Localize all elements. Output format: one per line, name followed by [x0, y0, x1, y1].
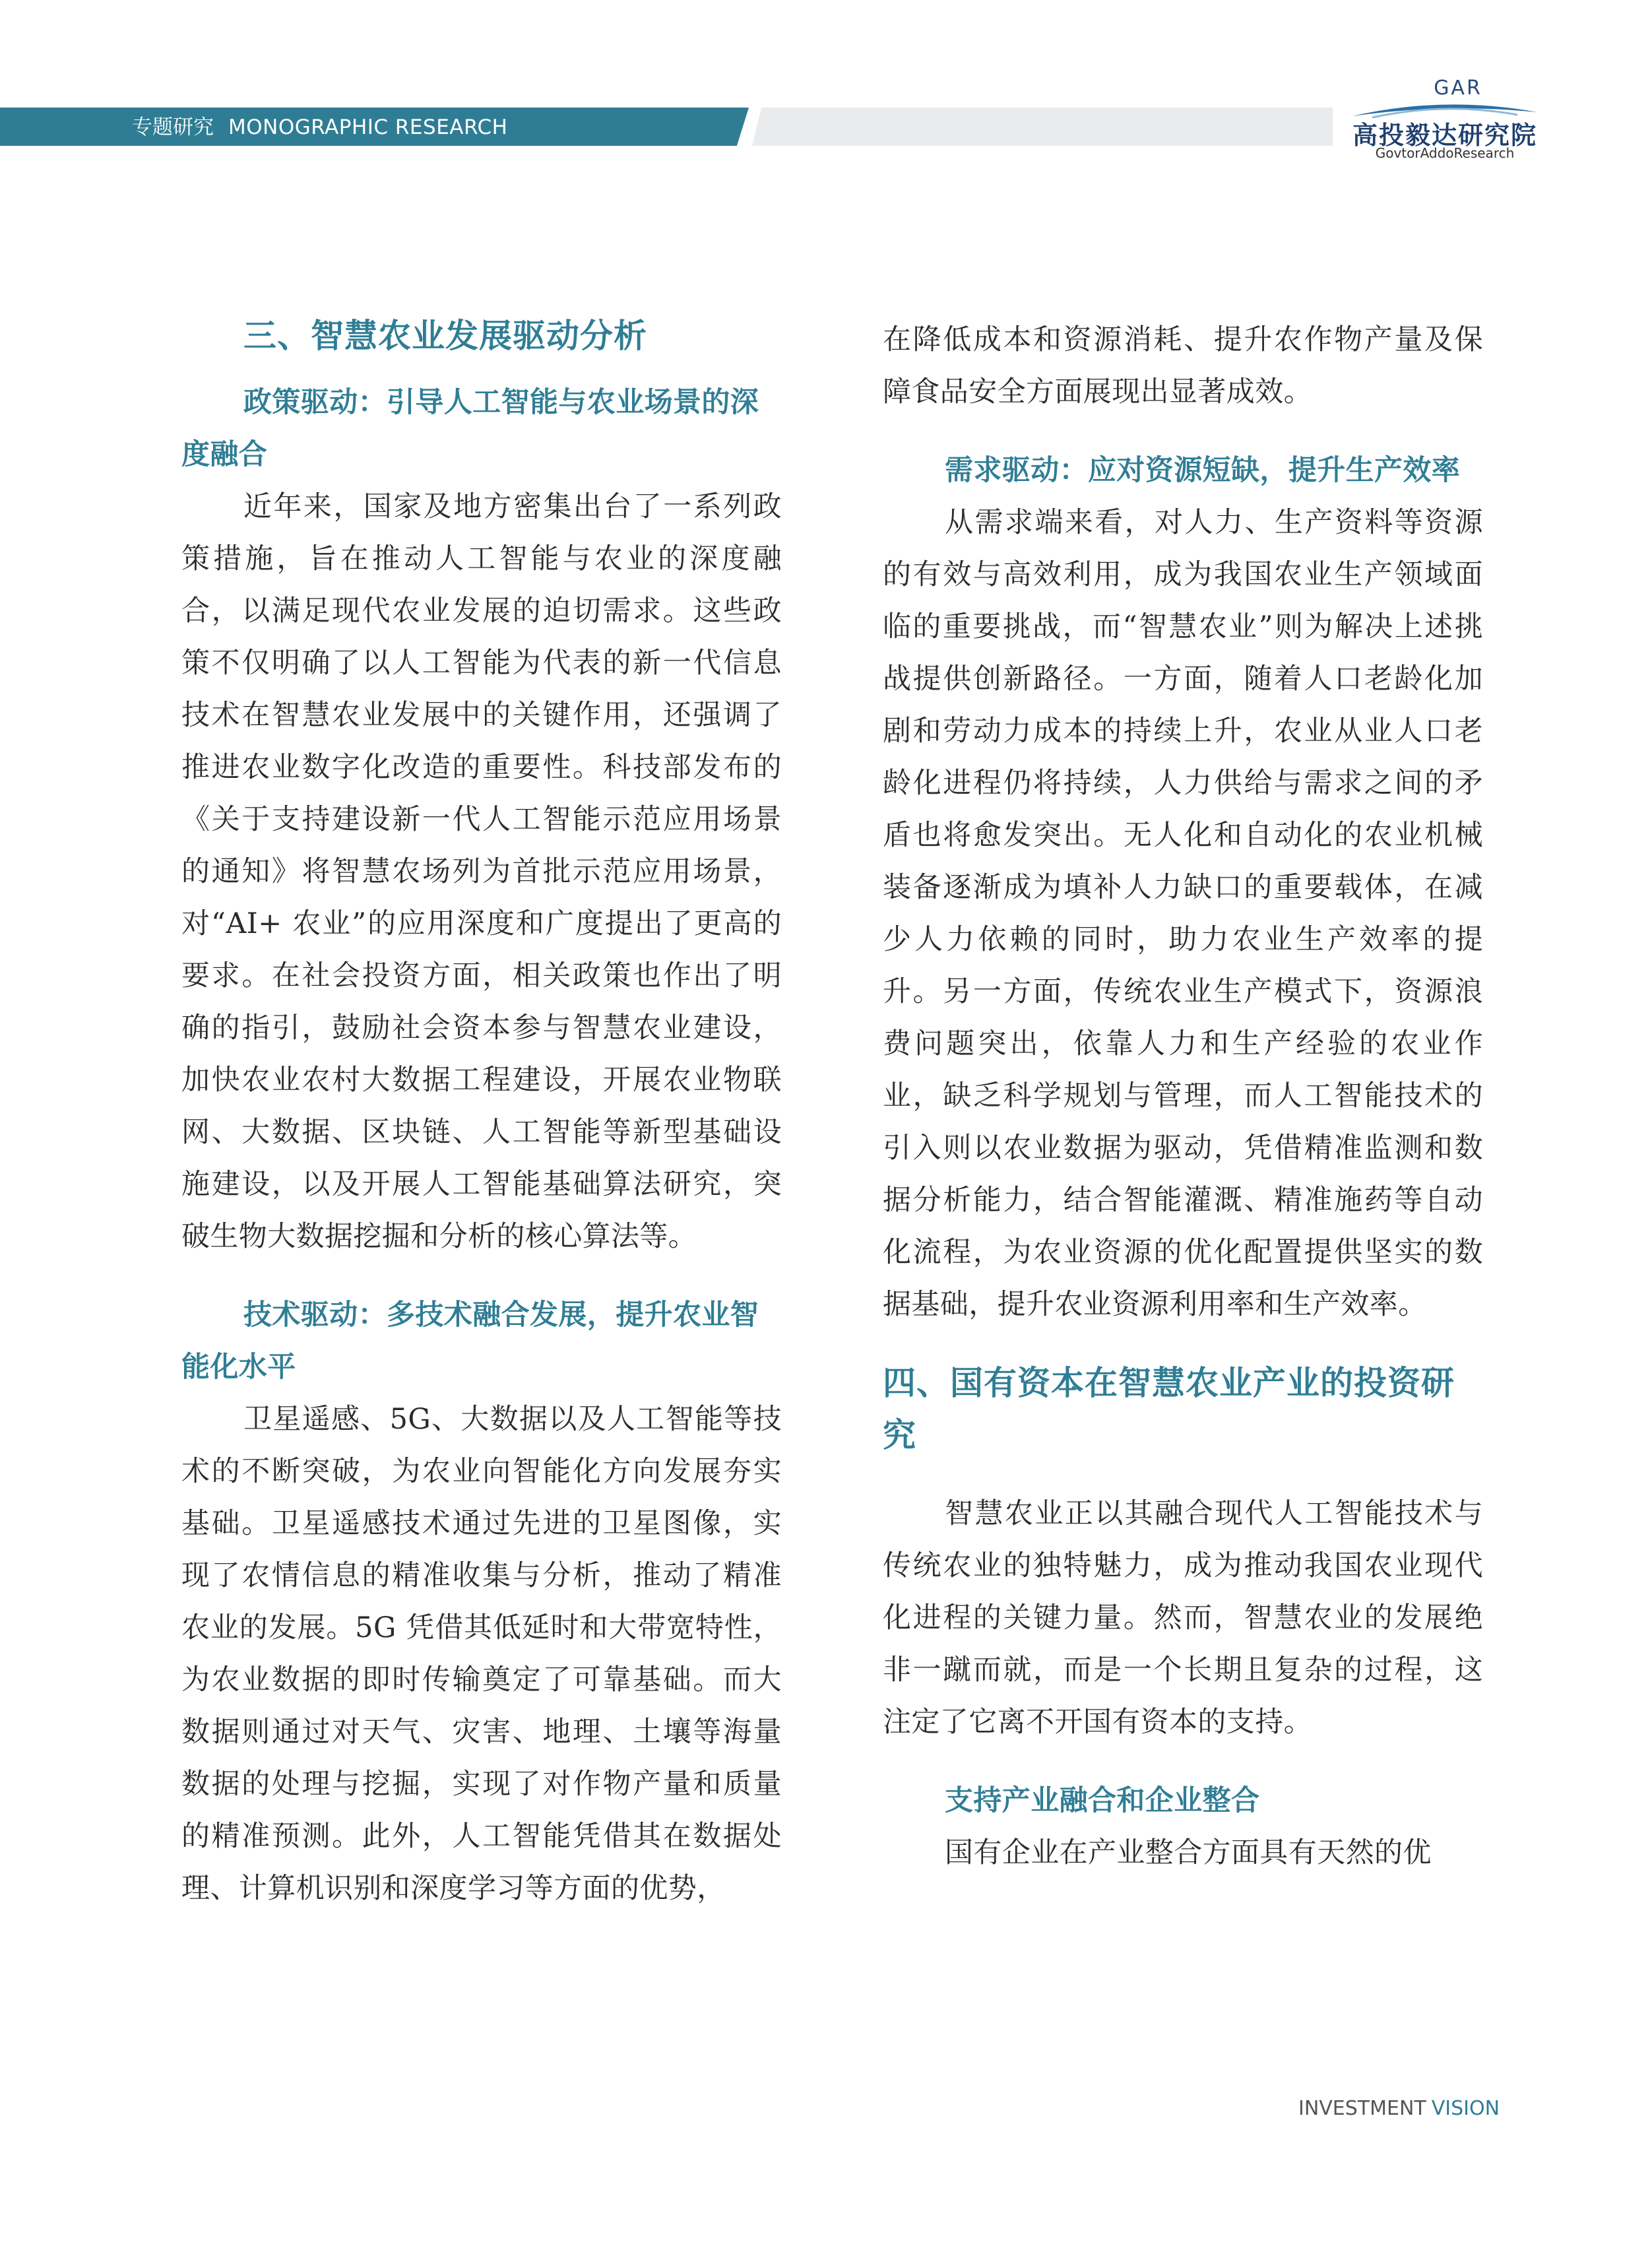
section-label	[132, 113, 507, 142]
logo-name-en: GovtorAddoResearch	[1375, 145, 1515, 161]
footer-investment: INVESTMENT	[1298, 2097, 1426, 2120]
footer-brand	[1298, 2097, 1523, 2120]
header-band-grey	[752, 108, 1333, 146]
paragraph-state-capital-intro: 智慧农业正以其融合现代人工智能技术与传统农业的独特魅力，成为推动我国农业现代化进程的关键力量。然而，智慧农业的发展绝非一蹴而就，而是一个长期且复杂的过程，这注定了它离不开国有资本的支持。	[883, 1497, 1483, 1739]
paragraph-industry-integration: 国有企业在产业整合方面具有天然的优	[945, 1836, 1432, 1869]
logo-abbr: GAR	[1434, 77, 1482, 100]
paragraph-demand: 从需求端来看，对人力、生产资料等资源的有效与高效利用，成为我国农业生产领域面临的重要挑战，而“智慧农业”则为解决上述挑战提供创新路径。一方面，随着人口老龄化加剧和劳动力成本的持续上升，农业从业人口老龄化进程仍将持续，人力供给与需求之间的矛盾也将愈发突出。无人化和自动化的农业机械装备逐渐成为填补人力缺口的重要载体，在减少人力依赖的同时，助力农业生产效率的提升。另一方面，传统农业生产模式下，资源浪费问题突出，依靠人力和生产经验的农业作业，缺乏科学规划与管理，而人工智能技术的引入则以农业数据为驱动，凭借精准监测和数据分析能力，结合智能灌溉、精准施药等自动化流程，为农业资源的优化配置提供坚实的数据基础，提升农业资源利用率和生产效率。	[883, 506, 1483, 1321]
section-heading-3: 三、智慧农业发展驱动分析	[243, 317, 647, 355]
logo-name-cn: 高投毅达研究院	[1352, 121, 1537, 150]
section-heading-4: 四、国有资本在智慧农业产业的投资研究	[883, 1364, 1455, 1454]
subheading-technology: 技术驱动：多技术融合发展，提升农业智能化水平	[181, 1299, 759, 1384]
gar-logo	[1333, 77, 1557, 169]
footer-vision: VISION	[1431, 2097, 1500, 2120]
paragraph-technology: 卫星遥感、5G、大数据以及人工智能等技术的不断突破，为农业向智能化方向发展夯实基础。卫星遥感技术通过先进的卫星图像，实现了农情信息的精准收集与分析，推动了精准农业的发展。5G 凭借其低延时和大带宽特性，为农业数据的即时传输奠定了可靠基础。而大数据则通过对天气、灾害、地理、土壤等海量数据的处理与挖掘，实现了对作物产量和质量的精准预测。此外，人工智能凭借其在数据处理、计算机识别和深度学习等方面的优势，	[181, 1403, 782, 1905]
paragraph-policy: 近年来，国家及地方密集出台了一系列政策措施，旨在推动人工智能与农业的深度融合，以满足现代农业发展的迫切需求。这些政策不仅明确了以人工智能为代表的新一代信息技术在智慧农业发展中的关键作用，还强调了推进农业数字化改造的重要性。科技部发布的《关于支持建设新一代人工智能示范应用场景的通知》将智慧农场列为首批示范应用场景，对“AI+ 农业”的应用深度和广度提出了更高的要求。在社会投资方面，相关政策也作出了明确的指引，鼓励社会资本参与智慧农业建设，加快农业农村大数据工程建设，开展农业物联网、大数据、区块链、人工智能等新型基础设施建设，以及开展人工智能基础算法研究，突破生物大数据挖掘和分析的核心算法等。	[181, 490, 782, 1253]
section-label-en: MONOGRAPHIC RESEARCH	[228, 115, 508, 139]
subheading-industry-integration: 支持产业融合和企业整合	[945, 1784, 1260, 1817]
section-label-cn: 专题研究	[132, 115, 214, 139]
subheading-demand: 需求驱动：应对资源短缺，提升生产效率	[945, 454, 1461, 487]
right-column	[883, 314, 1483, 1879]
subheading-policy: 政策驱动：引导人工智能与农业场景的深度融合	[181, 386, 759, 471]
left-column	[181, 310, 782, 1915]
paragraph-technology-continued: 在降低成本和资源消耗、提升农作物产量及保障食品安全方面展现出显著成效。	[883, 323, 1483, 408]
